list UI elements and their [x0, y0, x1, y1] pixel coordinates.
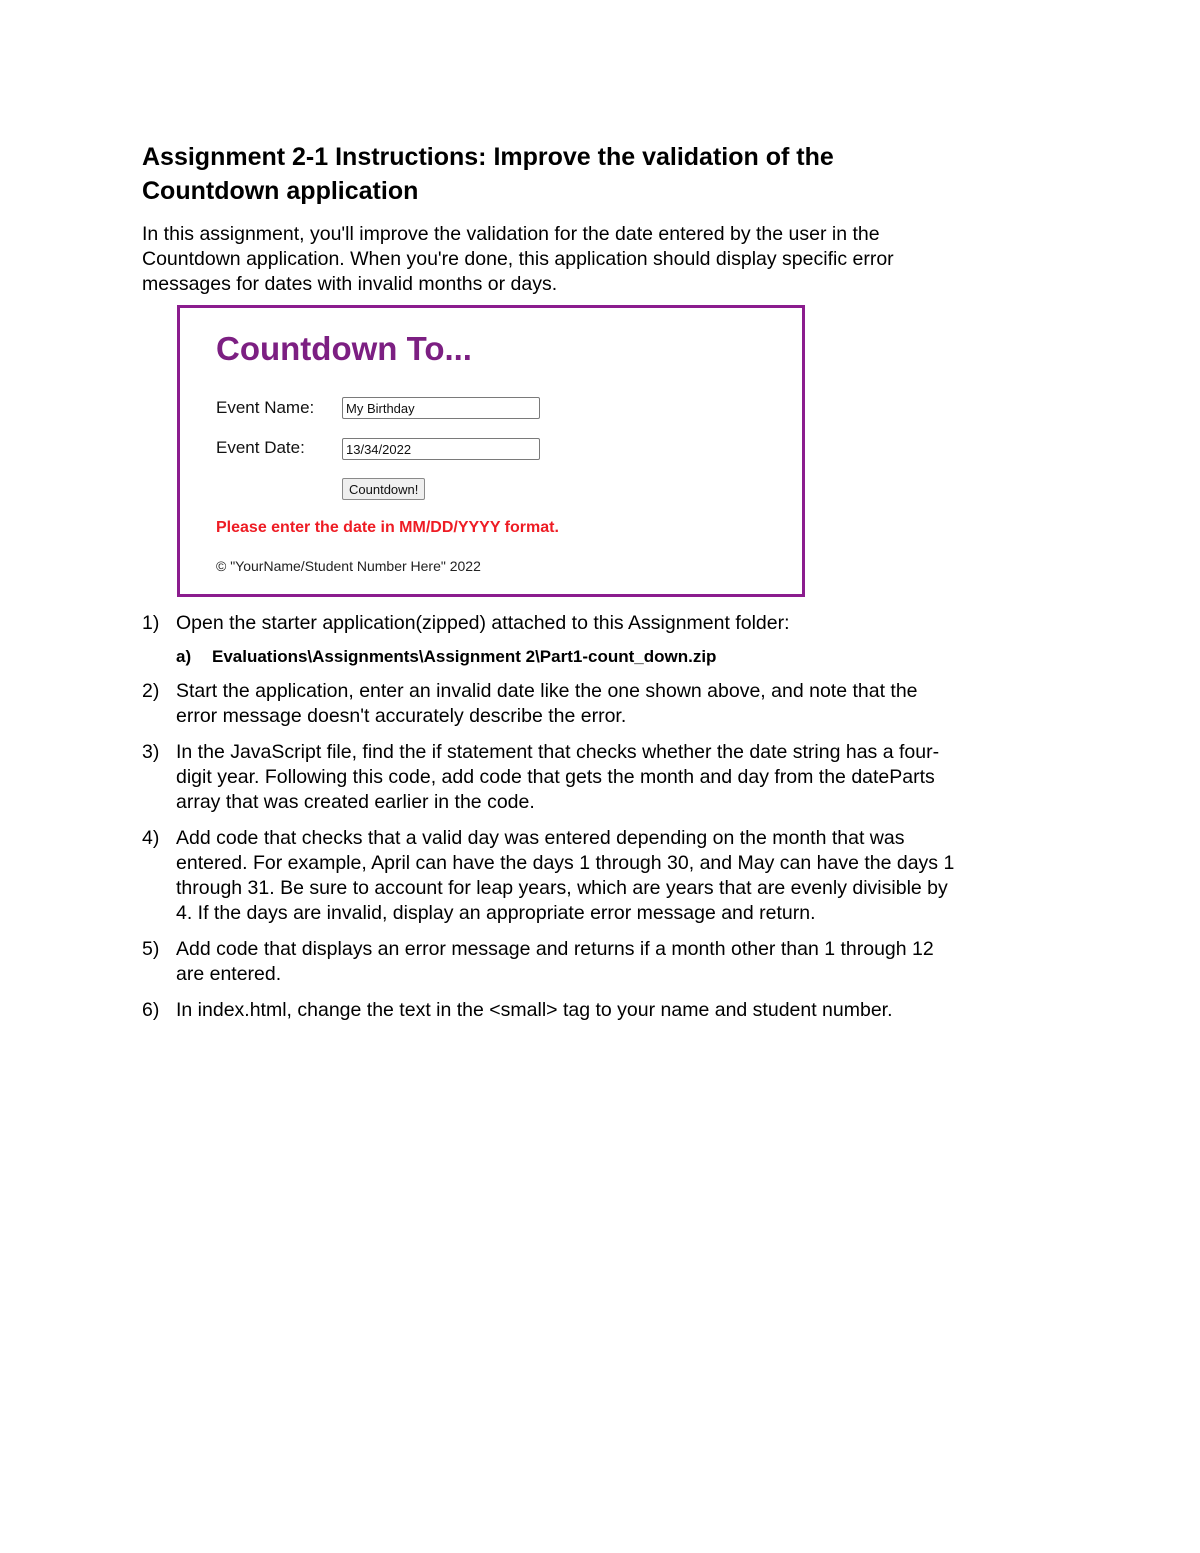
substep-letter: a)	[176, 647, 192, 666]
substep-item	[176, 646, 962, 668]
step-number: 3)	[142, 741, 160, 763]
step-number: 4)	[142, 827, 160, 849]
footer-copyright: © "YourName/Student Number Here" 2022	[216, 558, 481, 574]
step-item	[142, 937, 962, 987]
step-text: In the JavaScript file, find the if statement that checks whether the date string has a four-digit year. Following this code, add code that gets the month and day from the dateParts array that was created earlier in the code.	[176, 741, 940, 813]
step-text: Add code that checks that a valid day was entered depending on the month that was entered. For example, April can have the days 1 through 30, and May can have the days 1 through 31. Be sure to account for leap years, which are years that are evenly divisible by 4. If the days are invalid, display an appropriate error message and return.	[176, 827, 955, 924]
event-name-label: Event Name:	[216, 398, 315, 417]
step-number: 2)	[142, 680, 160, 702]
event-name-input[interactable]	[342, 397, 540, 419]
step-item	[142, 998, 962, 1023]
step-item	[142, 679, 962, 729]
countdown-button[interactable]: Countdown!	[342, 478, 425, 500]
step-number: 1)	[142, 612, 160, 634]
step-text: Start the application, enter an invalid date like the one shown above, and note that the error message doesn't accurately describe the error.	[176, 680, 918, 727]
event-date-input[interactable]	[342, 438, 540, 460]
countdown-app-screenshot	[177, 305, 805, 597]
instruction-steps	[142, 611, 962, 1023]
app-heading: Countdown To...	[216, 330, 472, 367]
document-title: Assignment 2-1 Instructions: Improve the validation of the Countdown application	[142, 143, 834, 205]
intro-paragraph: In this assignment, you'll improve the validation for the date entered by the user in the Countdown application. When you're done, this application should display specific error messages for dates with invalid months or days.	[142, 223, 894, 295]
step-item	[142, 826, 962, 926]
event-date-label: Event Date:	[216, 438, 305, 457]
step-text: Add code that displays an error message and returns if a month other than 1 through 12 are entered.	[176, 938, 934, 985]
step-number: 6)	[142, 999, 160, 1021]
step-text: Open the starter application(zipped) attached to this Assignment folder:	[176, 612, 790, 634]
step-number: 5)	[142, 938, 160, 960]
error-message: Please enter the date in MM/DD/YYYY format.	[216, 519, 559, 536]
step-item	[142, 611, 962, 668]
step-text: In index.html, change the text in the <small> tag to your name and student number.	[176, 999, 893, 1021]
document-page	[142, 140, 962, 1034]
step-item	[142, 740, 962, 815]
substep-path: Evaluations\Assignments\Assignment 2\Part1-count_down.zip	[212, 647, 717, 666]
